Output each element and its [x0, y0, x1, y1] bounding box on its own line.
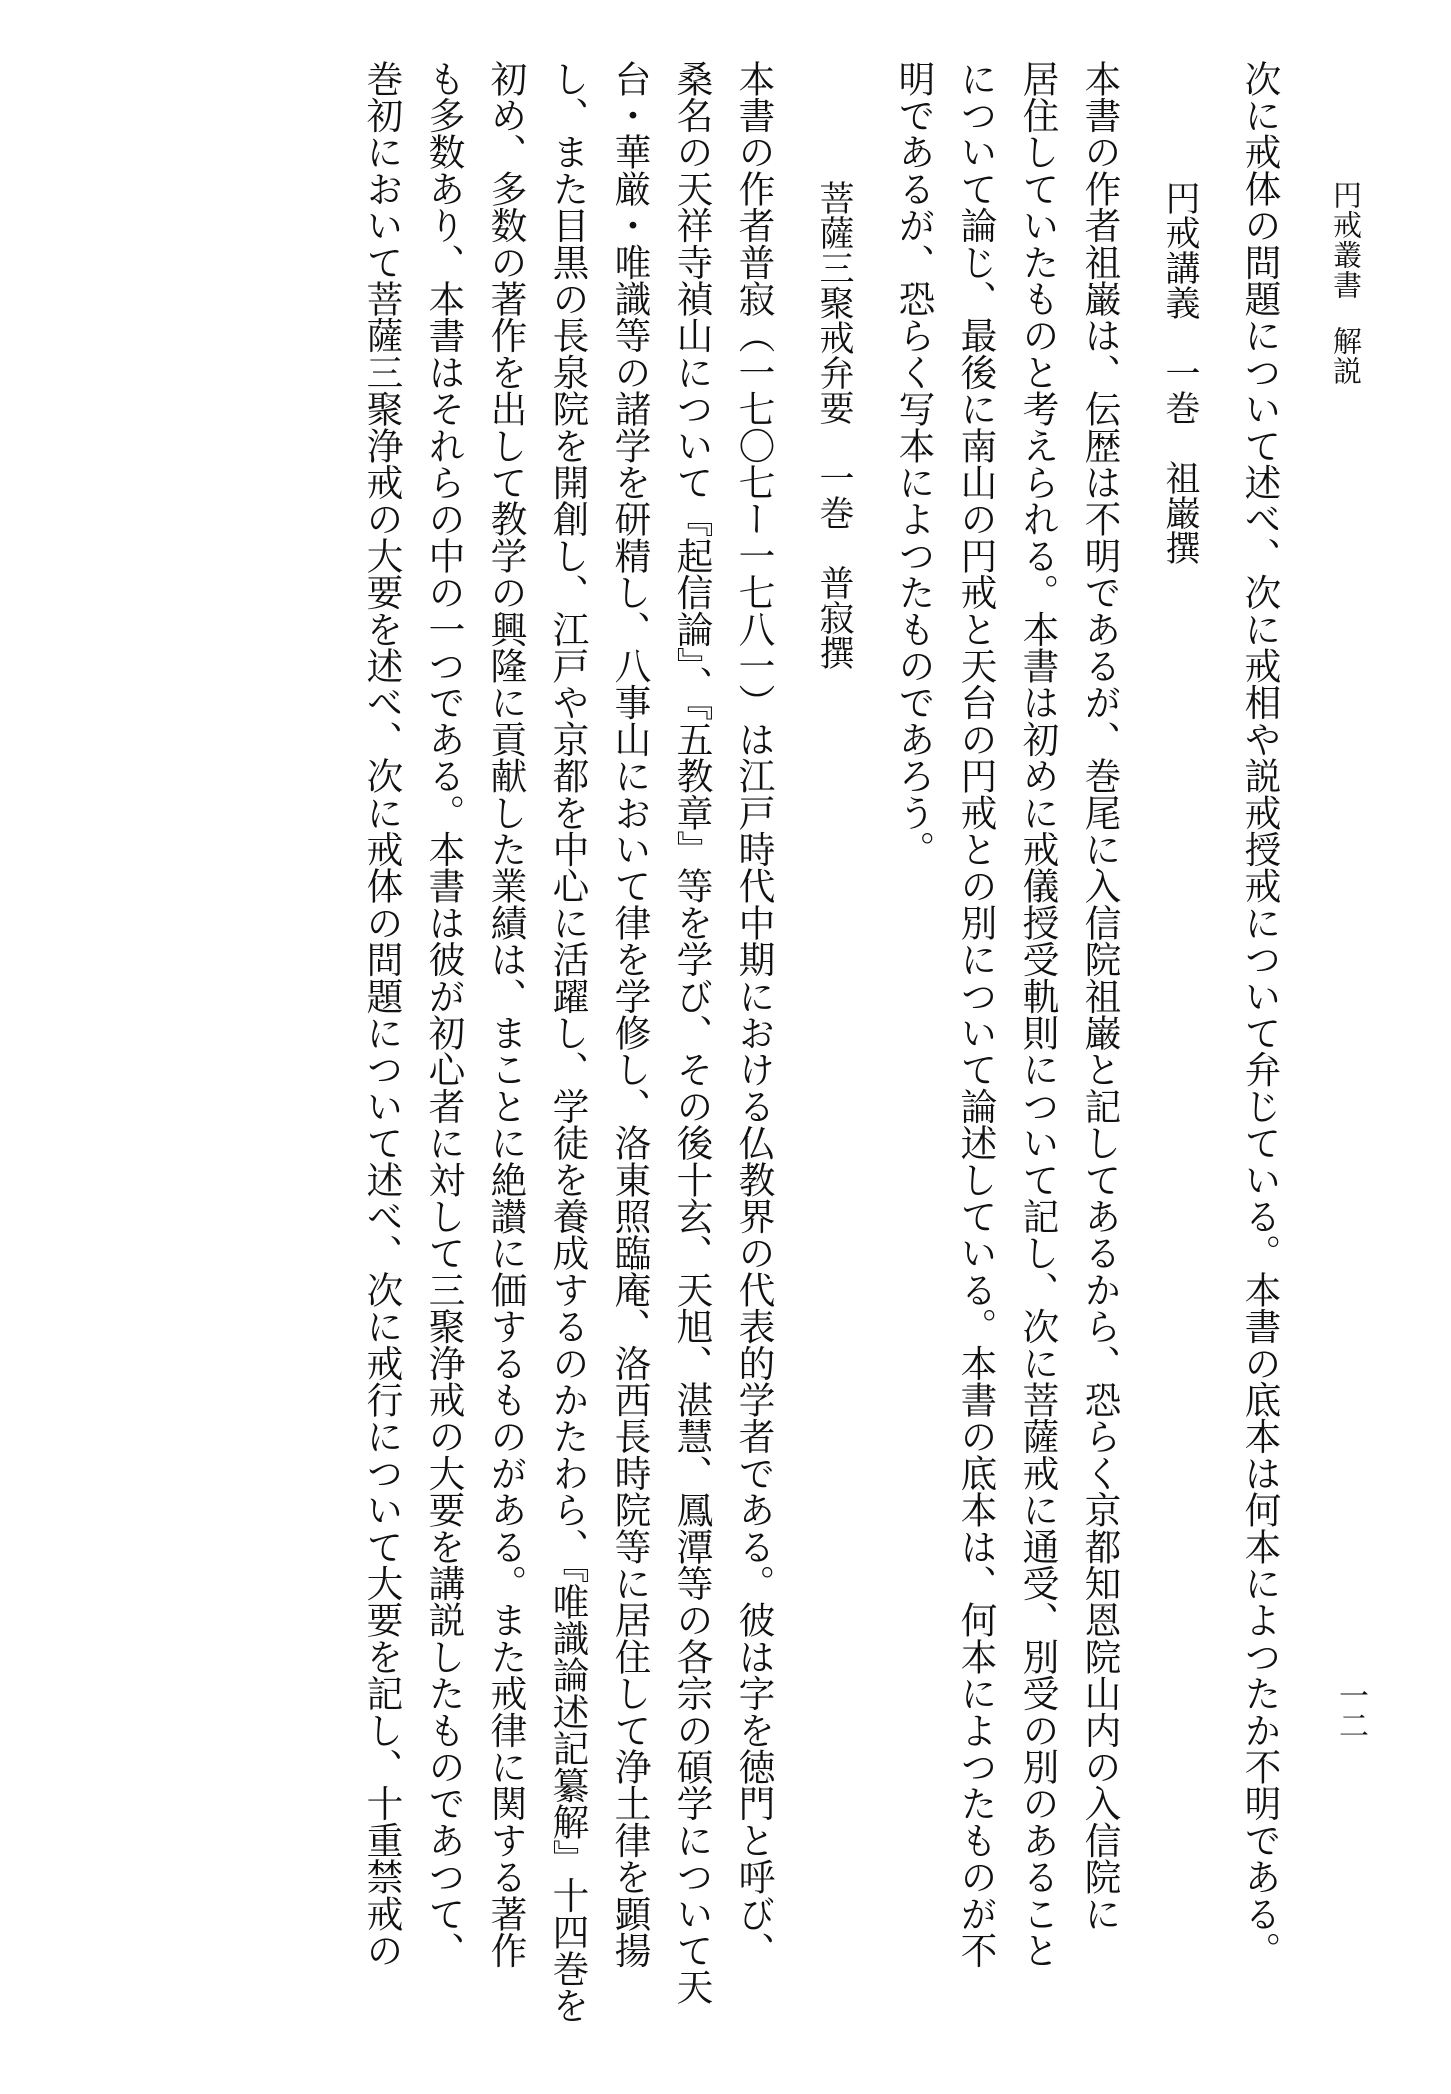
section-title-bosatsu-sanjukai-benyo: 菩薩三聚戒弁要 一巻 普寂撰	[814, 180, 854, 670]
text-line-3: 本書の作者祖巌は、伝歴は不明であるが、巻尾に入信院祖巌と記してあるから、恐らく京都知恩院山内の入信院に	[1079, 60, 1122, 1932]
section-title-enkai-kogi: 円戒講義 一巻 祖巌撰	[1160, 180, 1200, 565]
page-number: 一二	[1333, 1680, 1368, 1740]
text-line-10: 台・華厳・唯識等の諸学を研精し、八事山において律を学修し、洛東照臨庵、洛西長時院等に居住して浄土律を顕揚	[609, 60, 652, 1969]
text-line-9: 桑名の天祥寺禎山について『起信論』、『五教章』等を学び、その後十玄、天旭、湛慧、鳳潭等の各宗の碩学について天	[671, 60, 714, 2006]
text-line-8: 本書の作者普寂（一七〇七ー一七八一）は江戸時代中期における仏教界の代表的学者である。彼は字を徳門と呼び、	[733, 60, 776, 1969]
running-title: 円戒叢書	[1329, 180, 1363, 300]
text-line-14: 巻初において菩薩三聚浄戒の大要を述べ、次に戒体の問題について述べ、次に戒行について大要を記し、十重禁戒の	[361, 60, 404, 1969]
body-text	[111, 60, 1291, 2045]
running-head	[1324, 180, 1368, 386]
text-line-5: について論じ、最後に南山の円戒と天台の円戒との別について論述している。本書の底本は、何本によつたものが不	[955, 60, 998, 1969]
text-line-12: 初め、多数の著作を出して教学の興隆に貢献した業績は、まことに絶讃に価するものがある。また戒律に関する著作	[485, 60, 528, 1969]
text-line-4: 居住していたものと考えられる。本書は初めに戒儀授受軌則について記し、次に菩薩戒に通受、別受の別のあること	[1017, 60, 1060, 1969]
text-line-11: し、また目黒の長泉院を開創し、江戸や京都を中心に活躍し、学徒を養成するのかたわら、『唯識論述記纂解』十四巻を	[547, 60, 590, 2024]
text-line-1: 次に戒体の問題について述べ、次に戒相や説戒授戒について弁じている。本書の底本は何本によつたか不明である。	[1239, 60, 1282, 1969]
text-line-6: 明であるが、恐らく写本によつたものであろう。	[893, 60, 936, 868]
running-section: 解説	[1329, 326, 1363, 386]
text-line-13: も多数あり、本書はそれらの中の一つである。本書は彼が初心者に対して三聚浄戒の大要を講説したものであつて、	[423, 60, 466, 1969]
